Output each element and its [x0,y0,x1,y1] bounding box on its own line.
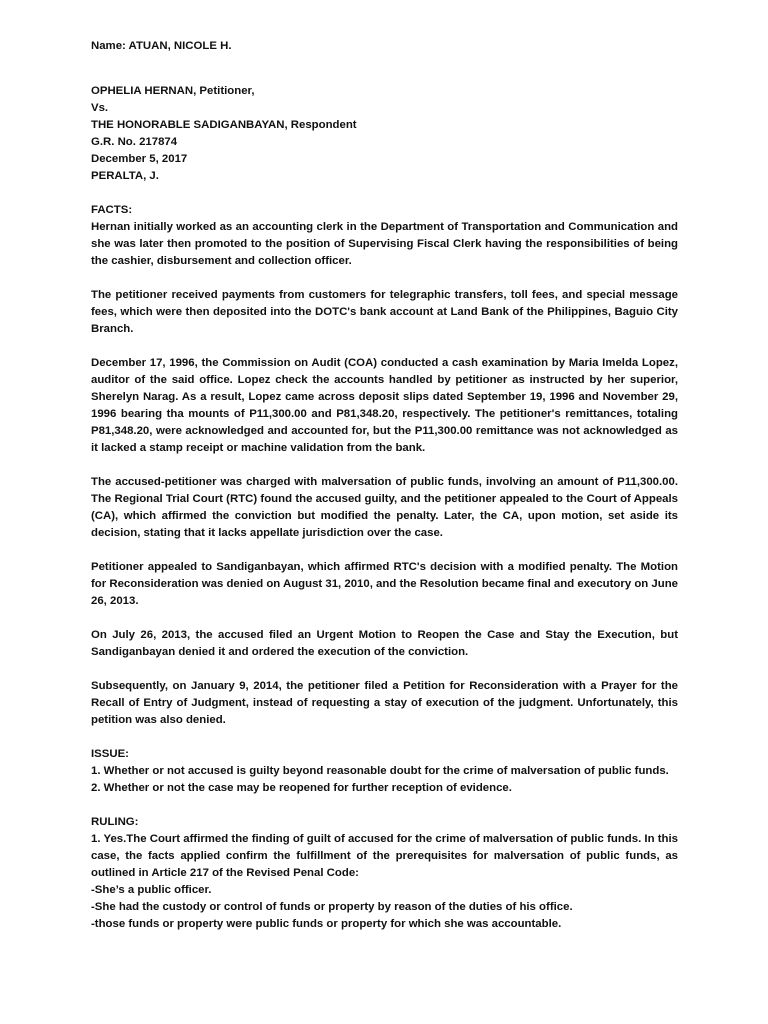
spacer [91,457,678,474]
spacer [91,661,678,678]
facts-paragraph: On July 26, 2013, the accused filed an Urgent Motion to Reopen the Case and Stay the Execution, but Sandiganbayan denied it and ordered the execution of the conviction. [91,629,678,658]
spacer [91,542,678,559]
spacer [91,55,678,83]
gr-number: G.R. No. 217874 [91,136,178,148]
versus-line: Vs. [91,102,109,114]
petitioner-line: OPHELIA HERNAN, Petitioner, [91,85,255,97]
ruling-element: -She’s a public officer. [91,884,212,896]
facts-paragraph: Hernan initially worked as an accounting clerk in the Department of Transportation and Communication and she was later then promoted to the position of Supervising Fiscal Clerk having the responsibilities of being the cashier, disbursement and collection officer. [91,221,678,267]
facts-paragraph: Subsequently, on January 9, 2014, the petitioner filed a Petition for Reconsideration with a Prayer for the Recall of Entry of Judgment, instead of requesting a stay of execution of the judgment. Unfortunately, this petition was also denied. [91,680,678,726]
facts-paragraph: December 17, 1996, the Commission on Audit (COA) conducted a cash examination by Maria Imelda Lopez, auditor of the said office. Lopez check the accounts handled by petitioner as instructed by her superior, Sherelyn Narag. As a result, Lopez came across deposit slips dated September 19, 1996 and November 29, 1996 bearing tha mounts of P11,300.00 and P81,348.20, respectively. The petitioner's remittances, totaling P81,348.20, were acknowledged and accounted for, but the P11,300.00 remittance was not acknowledged as it lacked a stamp receipt or machine validation from the bank. [91,357,678,454]
facts-paragraph: The accused-petitioner was charged with malversation of public funds, involving an amount of P11,300.00. The Regional Trial Court (RTC) found the accused guilty, and the petitioner appealed to the Court of Appeals (CA), which affirmed the conviction but modified the penalty. Later, the CA, upon motion, set aside its decision, stating that it lacks appellate jurisdiction over the case. [91,476,678,539]
issue-heading: ISSUE: [91,748,129,760]
issue-section [91,746,678,797]
respondent-line: THE HONORABLE SADIGANBAYAN, Respondent [91,119,357,131]
ponente: PERALTA, J. [91,170,159,182]
spacer [91,797,678,814]
facts-paragraph: The petitioner received payments from customers for telegraphic transfers, toll fees, and special message fees, which were then deposited into the DOTC's bank account at Land Bank of the Philippines, Baguio City Branch. [91,289,678,335]
ruling-section [91,814,678,933]
decision-date: December 5, 2017 [91,153,188,165]
spacer [91,729,678,746]
facts-heading: FACTS: [91,204,133,216]
ruling-heading: RULING: [91,816,139,828]
ruling-paragraph: 1. Yes.The Court affirmed the finding of guilt of accused for the crime of malversation of public funds. In this case, the facts applied confirm the fulfillment of the prerequisites for malversation of public funds, as outlined in Article 217 of the Revised Penal Code: [91,833,678,879]
case-caption [91,83,678,185]
issue-item: 2. Whether or not the case may be reopened for further reception of evidence. [91,782,512,794]
document-page [91,38,678,933]
spacer [91,338,678,355]
facts-section [91,202,678,729]
student-name: Name: ATUAN, NICOLE H. [91,40,232,52]
ruling-element: -She had the custody or control of funds or property by reason of the duties of his office. [91,901,573,913]
spacer [91,610,678,627]
spacer [91,185,678,202]
issue-item: 1. Whether or not accused is guilty beyond reasonable doubt for the crime of malversation of public funds. [91,765,669,777]
spacer [91,270,678,287]
ruling-element: -those funds or property were public funds or property for which she was accountable. [91,918,562,930]
facts-paragraph: Petitioner appealed to Sandiganbayan, which affirmed RTC's decision with a modified penalty. The Motion for Reconsideration was denied on August 31, 2010, and the Resolution became final and executory on June 26, 2013. [91,561,678,607]
